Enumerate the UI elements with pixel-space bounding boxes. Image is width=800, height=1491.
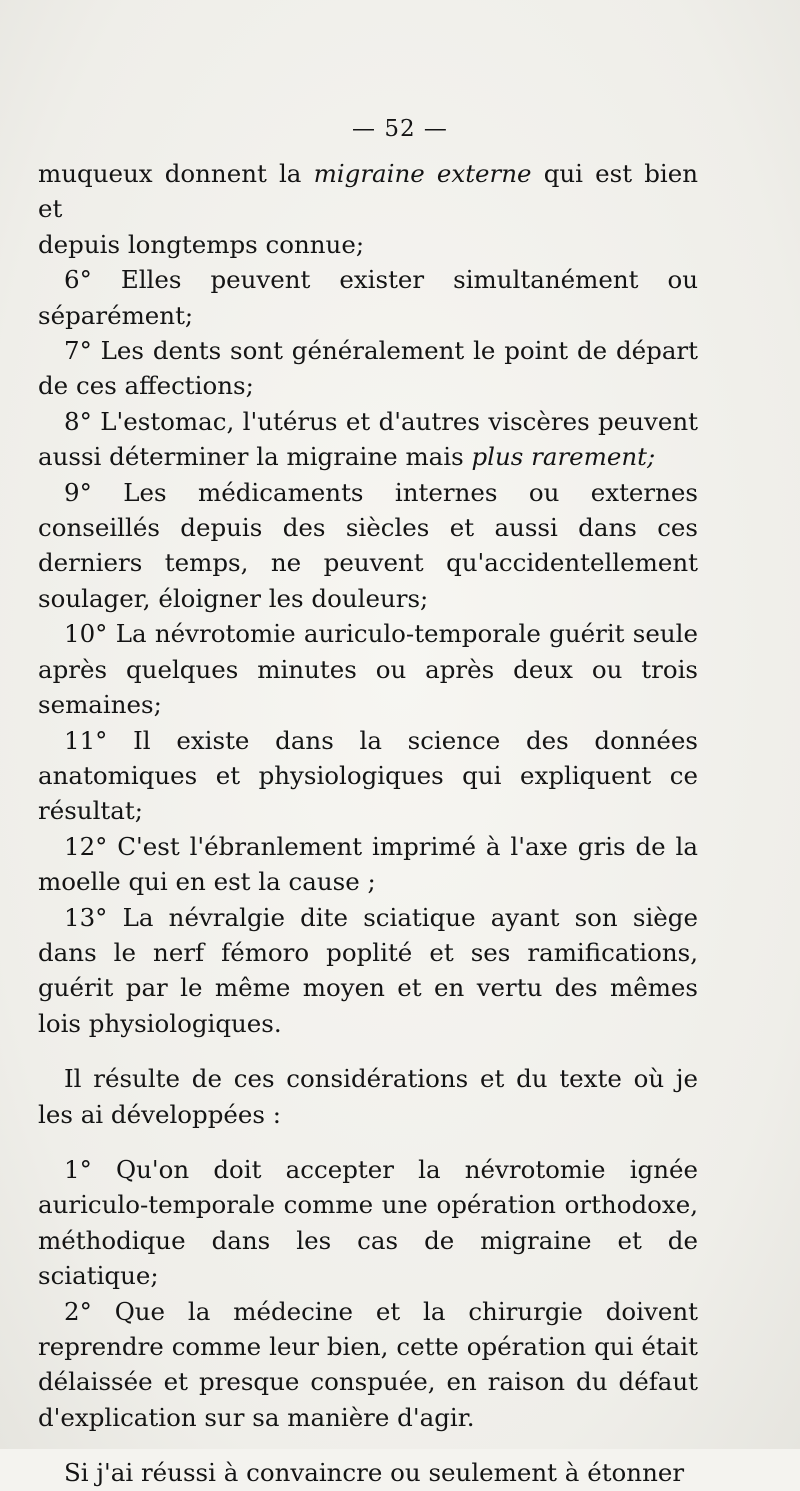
result-item-2: 2° Que la médecine et la chirurgie doivent reprendre comme leur bien, cette opération qui était délaissée et presque conspuée, en raison du défaut d'explication sur sa manière d'agir. bbox=[38, 1296, 698, 1432]
result-item-1: 1° Qu'on doit accepter la névrotomie ignée auriculo-temporale comme une opération orthodoxe, méthodique dans les cas de migraine et de sciatique; bbox=[38, 1154, 698, 1291]
paragraph-closing: Si j'ai réussi à convaincre ou seulement à étonner bbox=[64, 1458, 685, 1488]
conclusion-item-6: 6° Elles peuvent exister simultanément ou séparément; bbox=[38, 265, 698, 330]
conclusion-item-8 bbox=[38, 404, 698, 475]
text-run: qui est bien et bbox=[38, 159, 698, 224]
page-body bbox=[38, 156, 698, 1491]
paragraph-continuation bbox=[38, 156, 698, 262]
conclusion-item-11: 11° Il existe dans la science des données anatomiques et physiologiques qui expliquent ce résultat; bbox=[38, 725, 698, 826]
conclusion-item-10: 10° La névrotomie auriculo-temporale guérit seule après quelques minutes ou après deux ou trois semaines; bbox=[38, 619, 698, 720]
paragraph-intro: Il résulte de ces considérations et du texte où je les ai développées : bbox=[38, 1064, 698, 1129]
text-run: 8° L'estomac, l'utérus et d'autres viscères peuvent aussi déterminer la migraine mais bbox=[38, 406, 698, 472]
text-run: muqueux donnent la bbox=[38, 159, 314, 188]
conclusion-item-7: 7° Les dents sont généralement le point de départ de ces affections; bbox=[38, 336, 698, 401]
conclusion-item-12: 12° C'est l'ébranlement imprimé à l'axe gris de la moelle qui en est la cause ; bbox=[38, 831, 698, 897]
text-run: depuis longtemps connue; bbox=[38, 229, 365, 259]
page-number: — 52 — bbox=[352, 116, 448, 142]
emphasis-text: plus rarement; bbox=[471, 442, 656, 472]
emphasis-text: migraine externe bbox=[313, 159, 532, 188]
conclusion-item-13: 13° La névralgie dite sciatique ayant son siège dans le nerf fémoro poplité et ses ramifications, guérit par le même moyen et en vertu des mêmes lois physiologiques. bbox=[38, 902, 698, 1038]
conclusion-item-9: 9° Les médicaments internes ou externes conseillés depuis des siècles et aussi dans ces derniers temps, ne peuvent qu'accidentellement soulager, éloigner les douleurs; bbox=[38, 477, 698, 613]
